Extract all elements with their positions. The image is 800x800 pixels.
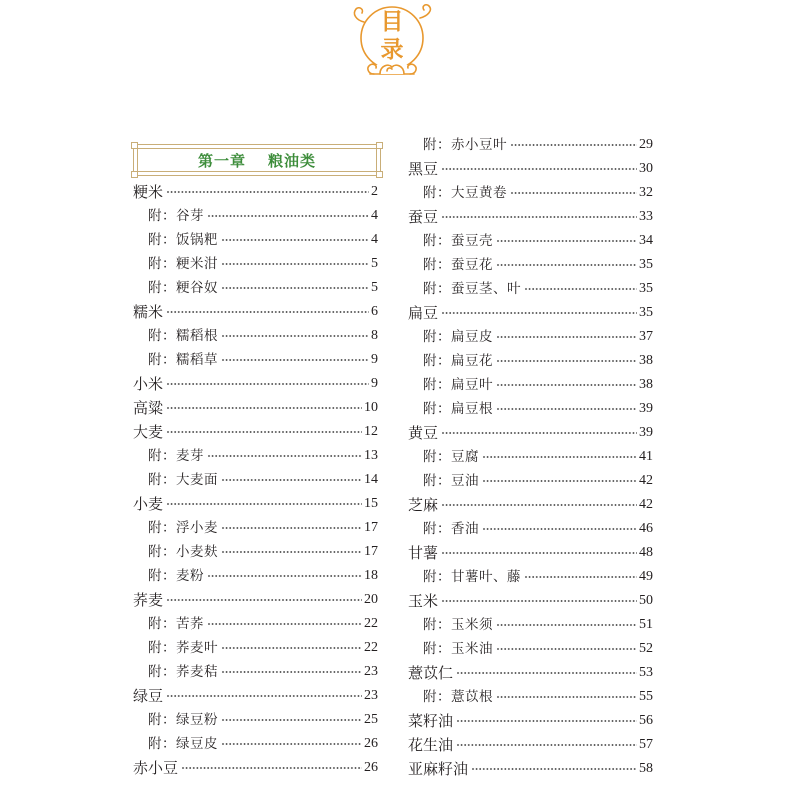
toc-dot-leader [497,263,637,267]
frame-corner [376,171,383,178]
toc-entry [408,157,653,181]
toc-dot-leader [167,430,362,434]
toc-page-number: 30 [639,161,653,176]
toc-entry-title: 扁豆 [408,304,439,322]
toc-page-number: 29 [639,137,653,152]
toc-entry-title: 附：薏苡根 [423,689,493,705]
toc-entry-title: 粳米 [133,183,164,201]
toc-entry-title: 附：扁豆花 [423,353,493,369]
toc-subentry [133,708,378,732]
toc-dot-leader [497,623,637,627]
toc-dot-leader [222,286,369,290]
toc-subentry [133,252,378,276]
toc-subentry [133,732,378,756]
toc-subentry [408,613,653,637]
toc-dot-leader [208,454,362,458]
toc-page-number: 13 [364,448,378,463]
toc-entry-title: 附：赤小豆叶 [423,137,507,153]
toc-page-number: 50 [639,593,653,608]
toc-subentry [133,660,378,684]
toc-dot-leader [167,694,362,698]
toc-entry-title: 附：糯稻根 [148,328,218,344]
toc-page-number: 26 [364,760,378,775]
toc-dot-leader [208,574,362,578]
toc-subentry [133,564,378,588]
toc-page-number: 5 [371,256,378,271]
toc-dot-leader [472,767,637,771]
toc-entry-title: 附：大麦面 [148,472,218,488]
toc-page-number: 34 [639,233,653,248]
toc-page-number: 14 [364,472,378,487]
toc-dot-leader [167,598,362,602]
toc-entry-title: 花生油 [408,736,454,754]
toc-dot-leader [182,766,362,770]
toc-dot-leader [442,167,637,171]
toc-page-number: 26 [364,736,378,751]
toc-page-number: 38 [639,353,653,368]
toc-subentry [408,565,653,589]
toc-entry-title: 黑豆 [408,160,439,178]
toc-entry-title: 大麦 [133,423,164,441]
toc-entry-title: 附：粳米泔 [148,256,218,272]
toc-subentry [408,325,653,349]
toc-entry [408,589,653,613]
toc-dot-leader [167,310,369,314]
toc-page-number: 32 [639,185,653,200]
toc-entry [133,300,378,324]
toc-entry [408,205,653,229]
toc-page-number: 49 [639,569,653,584]
toc-entry-title: 附：糯稻草 [148,352,218,368]
toc-page-number: 22 [364,640,378,655]
toc-subentry [408,373,653,397]
toc-subentry [133,444,378,468]
toc-entry-title: 蚕豆 [408,208,439,226]
toc-entry-title: 附：苦荞 [148,616,204,632]
toc-column-right [408,133,653,781]
toc-dot-leader [511,191,637,195]
toc-dot-leader [222,670,362,674]
toc-dot-leader [497,239,637,243]
toc-entry-title: 高粱 [133,399,164,417]
toc-page-number: 39 [639,401,653,416]
toc-page-number: 42 [639,473,653,488]
toc-dot-leader [222,262,369,266]
toc-subentry [408,397,653,421]
toc-entry-title: 附：扁豆叶 [423,377,493,393]
toc-dot-leader [222,646,362,650]
toc-page-number: 18 [364,568,378,583]
toc-entry [408,301,653,325]
toc-entry-title: 小米 [133,375,164,393]
toc-entry-title: 附：麦芽 [148,448,204,464]
toc-dot-leader [208,214,369,218]
toc-entry [133,180,378,204]
toc-subentry [408,349,653,373]
toc-page-number: 22 [364,616,378,631]
toc-dot-leader [525,575,637,579]
toc-dot-leader [497,647,637,651]
emblem-flourish-right [420,5,430,18]
toc-subentry [408,517,653,541]
toc-entry [408,421,653,445]
toc-page-number: 37 [639,329,653,344]
toc-entry-title: 附：麦粉 [148,568,204,584]
toc-dot-leader [442,311,637,315]
toc-subentry [408,253,653,277]
toc-dot-leader [442,215,637,219]
chapter-number: 第一章 [197,151,246,170]
toc-subentry [408,181,653,205]
toc-entry-title: 附：玉米油 [423,641,493,657]
toc-dot-leader [497,335,637,339]
toc-page-number: 9 [371,376,378,391]
toc-entry [408,661,653,685]
toc-dot-leader [442,551,637,555]
toc-entry-title: 菜籽油 [408,712,454,730]
toc-heading-char: 目 [380,9,404,35]
toc-entry-title: 甘薯 [408,544,439,562]
toc-page-number: 38 [639,377,653,392]
toc-page-number: 58 [639,761,653,776]
emblem-flourish-left [354,8,364,22]
toc-heading-char: 录 [380,37,404,63]
toc-page-number: 8 [371,328,378,343]
toc-subentry [408,445,653,469]
chapter-heading [133,144,381,176]
toc-page-number: 17 [364,520,378,535]
toc-dot-leader [222,358,369,362]
toc-entry-title: 附：蚕豆花 [423,257,493,273]
toc-page-number: 5 [371,280,378,295]
toc-subentry [408,685,653,709]
toc-page-number: 52 [639,641,653,656]
toc-page-number: 51 [639,617,653,632]
toc-heading-emblem [340,0,450,85]
toc-entry-title: 绿豆 [133,687,164,705]
frame-corner [376,142,383,149]
toc-entry-title: 亚麻籽油 [408,760,469,778]
toc-entry-title: 附：小麦麸 [148,544,218,560]
frame-corner [131,142,138,149]
toc-entry-title: 附：谷芽 [148,208,204,224]
toc-entry-title: 附：绿豆粉 [148,712,218,728]
toc-dot-leader [222,478,362,482]
toc-dot-leader [497,359,637,363]
toc-subentry [408,469,653,493]
toc-entry-title: 附：甘薯叶、藤 [423,569,521,585]
toc-subentry [408,277,653,301]
toc-page-number: 9 [371,352,378,367]
toc-page-number: 41 [639,449,653,464]
toc-entry-title: 附：粳谷奴 [148,280,218,296]
toc-dot-leader [457,671,637,675]
toc-page-number: 15 [364,496,378,511]
toc-dot-leader [457,719,637,723]
toc-dot-leader [208,622,362,626]
toc-subentry [133,324,378,348]
toc-page-number: 23 [364,688,378,703]
toc-subentry [408,229,653,253]
toc-dot-leader [167,502,362,506]
toc-page-number: 42 [639,497,653,512]
toc-entry-title: 附：荞麦秸 [148,664,218,680]
toc-dot-leader [457,743,637,747]
toc-entry [408,541,653,565]
toc-entry [133,756,378,780]
toc-entry-title: 小麦 [133,495,164,513]
toc-page-number: 4 [371,208,378,223]
toc-entry-title: 附：荞麦叶 [148,640,218,656]
toc-dot-leader [511,143,637,147]
toc-entry-title: 附：扁豆皮 [423,329,493,345]
toc-page-number: 35 [639,281,653,296]
toc-entry-title: 薏苡仁 [408,664,454,682]
toc-subentry [133,348,378,372]
toc-page-number: 12 [364,424,378,439]
toc-column-left [133,180,378,780]
toc-page-number: 23 [364,664,378,679]
toc-entry [133,420,378,444]
toc-entry [133,588,378,612]
toc-dot-leader [222,334,369,338]
toc-entry-title: 赤小豆 [133,759,179,777]
toc-entry-title: 附：蚕豆茎、叶 [423,281,521,297]
toc-dot-leader [483,455,637,459]
toc-subentry [133,540,378,564]
toc-subentry [408,637,653,661]
toc-entry-title: 荞麦 [133,591,164,609]
toc-entry [133,396,378,420]
toc-entry [133,372,378,396]
toc-dot-leader [497,695,637,699]
toc-dot-leader [167,406,362,410]
toc-dot-leader [525,287,637,291]
toc-page-number: 35 [639,305,653,320]
toc-subentry [133,228,378,252]
toc-page-number: 10 [364,400,378,415]
toc-entry-title: 附：大豆黄卷 [423,185,507,201]
toc-dot-leader [442,431,637,435]
toc-dot-leader [222,550,362,554]
toc-entry [408,757,653,781]
toc-dot-leader [483,479,637,483]
toc-entry-title: 附：玉米须 [423,617,493,633]
toc-entry [408,493,653,517]
toc-dot-leader [442,503,637,507]
toc-dot-leader [497,407,637,411]
toc-dot-leader [483,527,637,531]
toc-entry-title: 芝麻 [408,496,439,514]
toc-entry-title: 附：浮小麦 [148,520,218,536]
toc-page-number: 20 [364,592,378,607]
toc-dot-leader [222,238,369,242]
frame-corner [131,171,138,178]
toc-dot-leader [497,383,637,387]
toc-page-number: 25 [364,712,378,727]
chapter-title: 粮油类 [268,151,317,170]
toc-dot-leader [222,742,362,746]
toc-page-number: 57 [639,737,653,752]
toc-entry-title: 附：香油 [423,521,479,537]
toc-page-number: 39 [639,425,653,440]
toc-subentry [133,612,378,636]
toc-page-number: 56 [639,713,653,728]
toc-page-number: 33 [639,209,653,224]
toc-subentry [408,133,653,157]
toc-page-number: 53 [639,665,653,680]
toc-entry-title: 黄豆 [408,424,439,442]
toc-entry-title: 附：蚕豆壳 [423,233,493,249]
toc-entry-title: 附：饭锅粑 [148,232,218,248]
toc-dot-leader [222,718,362,722]
toc-entry [133,684,378,708]
toc-page-number: 2 [371,184,378,199]
toc-subentry [133,516,378,540]
toc-entry-title: 玉米 [408,592,439,610]
toc-dot-leader [442,599,637,603]
toc-entry [133,492,378,516]
toc-dot-leader [167,382,369,386]
toc-entry [408,733,653,757]
toc-subentry [133,204,378,228]
toc-entry-title: 附：豆油 [423,473,479,489]
toc-page-number: 4 [371,232,378,247]
toc-entry-title: 附：绿豆皮 [148,736,218,752]
toc-page-number: 46 [639,521,653,536]
toc-entry-title: 糯米 [133,303,164,321]
toc-entry-title: 附：扁豆根 [423,401,493,417]
toc-page-number: 55 [639,689,653,704]
toc-page-number: 35 [639,257,653,272]
toc-page-number: 6 [371,304,378,319]
toc-dot-leader [222,526,362,530]
toc-page-number: 17 [364,544,378,559]
toc-entry-title: 附：豆腐 [423,449,479,465]
toc-dot-leader [167,190,369,194]
toc-subentry [133,276,378,300]
toc-subentry [133,468,378,492]
toc-entry [408,709,653,733]
toc-subentry [133,636,378,660]
toc-page-number: 48 [639,545,653,560]
